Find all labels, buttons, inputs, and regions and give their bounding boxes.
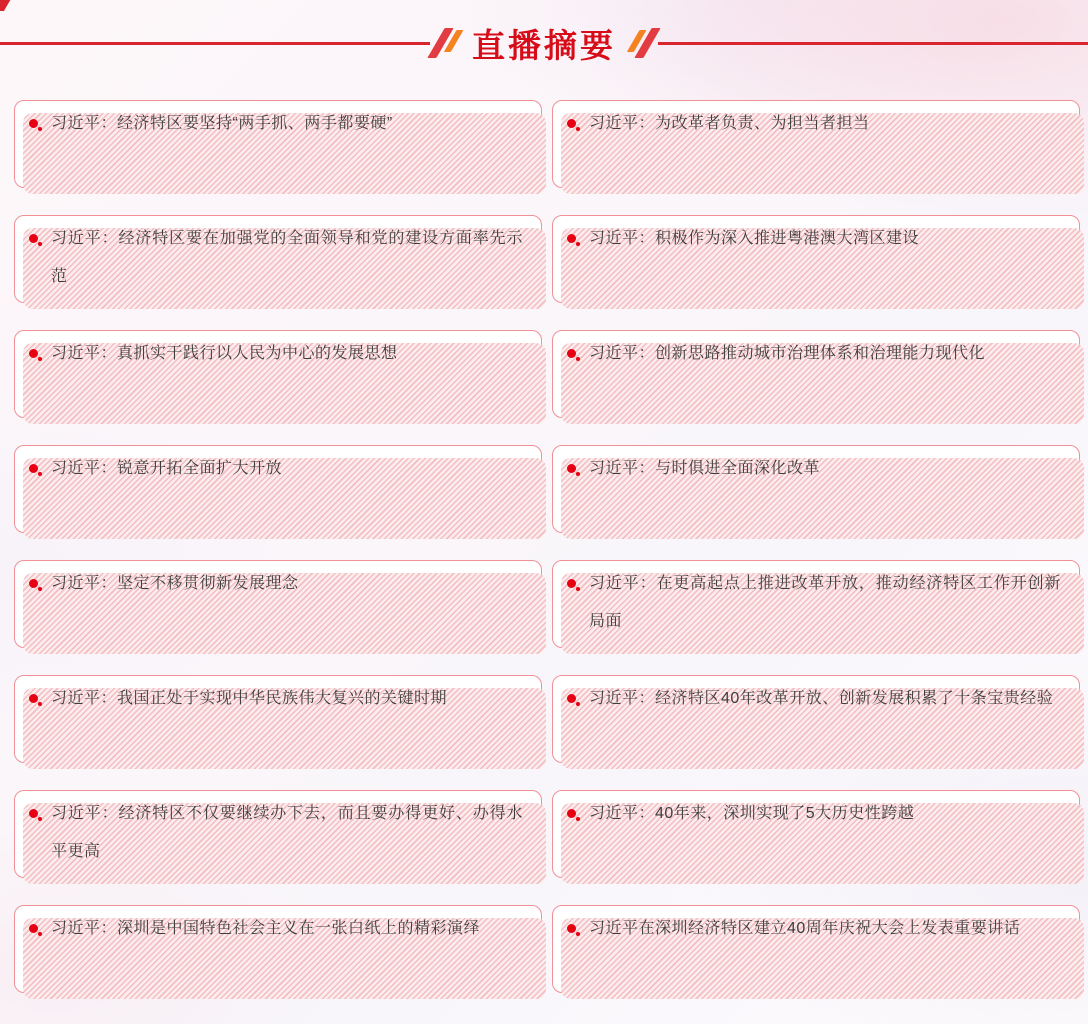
bullet-dot-icon [29, 464, 44, 479]
summary-card[interactable] [552, 905, 1080, 993]
bullet-dot-icon [29, 809, 44, 824]
bullet-dot-icon [567, 694, 582, 709]
bullet-dot-icon [29, 924, 44, 939]
summary-text: 习近平：40年来，深圳实现了5大历史性跨越 [589, 805, 915, 822]
summary-card[interactable] [14, 215, 542, 303]
title-slash-right-icon [632, 28, 652, 58]
summary-card[interactable] [14, 100, 542, 188]
summary-grid [0, 86, 1088, 993]
bullet-dot-icon [567, 119, 582, 134]
bullet-dot-icon [567, 809, 582, 824]
summary-card[interactable] [552, 215, 1080, 303]
summary-card[interactable] [14, 790, 542, 878]
bullet-dot-icon [29, 119, 44, 134]
summary-text: 习近平：创新思路推动城市治理体系和治理能力现代化 [589, 345, 986, 362]
bullet-dot-icon [567, 464, 582, 479]
summary-card[interactable] [552, 675, 1080, 763]
header-line-right [658, 42, 1088, 45]
bullet-dot-icon [567, 924, 582, 939]
summary-card[interactable] [552, 560, 1080, 648]
summary-text: 习近平：锐意开拓全面扩大开放 [51, 460, 283, 477]
header [0, 0, 1088, 86]
bullet-dot-icon [29, 234, 44, 249]
header-line-left [0, 42, 430, 45]
summary-card[interactable] [14, 905, 542, 993]
summary-text: 习近平：我国正处于实现中华民族伟大复兴的关键时期 [51, 690, 448, 707]
summary-card[interactable] [14, 675, 542, 763]
summary-text: 习近平在深圳经济特区建立40周年庆祝大会上发表重要讲话 [589, 920, 1021, 937]
summary-card[interactable] [552, 100, 1080, 188]
corner-decoration-icon [0, 0, 12, 11]
summary-text: 习近平：经济特区要在加强党的全面领导和党的建设方面率先示范 [51, 230, 523, 285]
bullet-dot-icon [29, 579, 44, 594]
summary-text: 习近平：真抓实干践行以人民为中心的发展思想 [51, 345, 398, 362]
summary-text: 习近平：经济特区要坚持“两手抓、两手都要硬” [51, 115, 393, 132]
bullet-dot-icon [29, 349, 44, 364]
summary-text: 习近平：与时俱进全面深化改革 [589, 460, 821, 477]
summary-text: 习近平：积极作为深入推进粤港澳大湾区建设 [589, 230, 920, 247]
bullet-dot-icon [567, 234, 582, 249]
summary-text: 习近平：在更高起点上推进改革开放，推动经济特区工作开创新局面 [589, 575, 1061, 630]
summary-card[interactable] [14, 330, 542, 418]
summary-card[interactable] [552, 790, 1080, 878]
summary-text: 习近平：深圳是中国特色社会主义在一张白纸上的精彩演绎 [51, 920, 481, 937]
summary-text: 习近平：为改革者负责、为担当者担当 [589, 115, 870, 132]
title-slash-left-icon [436, 28, 456, 58]
summary-text: 习近平：经济特区40年改革开放、创新发展积累了十条宝贵经验 [589, 690, 1054, 707]
summary-card[interactable] [552, 445, 1080, 533]
bullet-dot-icon [567, 349, 582, 364]
bullet-dot-icon [29, 694, 44, 709]
summary-text: 习近平：坚定不移贯彻新发展理念 [51, 575, 299, 592]
summary-card[interactable] [14, 445, 542, 533]
summary-card[interactable] [14, 560, 542, 648]
summary-card[interactable] [552, 330, 1080, 418]
summary-text: 习近平：经济特区不仅要继续办下去，而且要办得更好、办得水平更高 [51, 805, 523, 860]
bullet-dot-icon [567, 579, 582, 594]
page-title: 直播摘要 [472, 26, 616, 64]
